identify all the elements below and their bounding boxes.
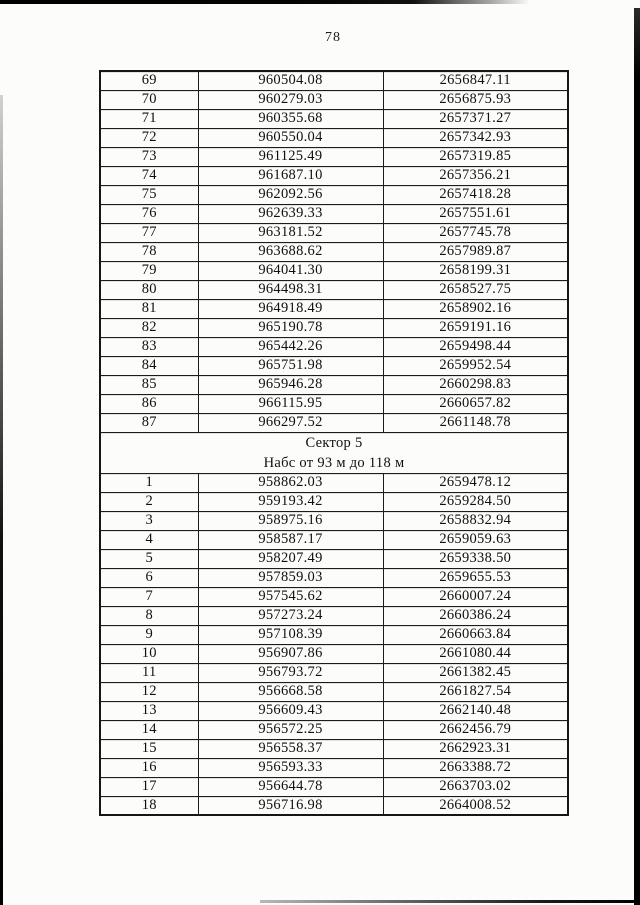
coordinates-table-body — [100, 71, 568, 815]
coordinate-x-cell: 956716.98 — [198, 796, 383, 815]
table-row — [100, 90, 568, 109]
coordinate-x-cell: 964918.49 — [198, 299, 383, 318]
coordinate-x-cell: 963181.52 — [198, 223, 383, 242]
table-row — [100, 337, 568, 356]
table-row — [100, 223, 568, 242]
table-row — [100, 109, 568, 128]
coordinate-y-cell: 2664008.52 — [383, 796, 568, 815]
coordinate-y-cell: 2663388.72 — [383, 758, 568, 777]
table-row — [100, 147, 568, 166]
coordinate-y-cell: 2658199.31 — [383, 261, 568, 280]
point-number-cell: 86 — [100, 394, 198, 413]
point-number-cell: 10 — [100, 644, 198, 663]
coordinate-x-cell: 956572.25 — [198, 720, 383, 739]
coordinate-x-cell: 965946.28 — [198, 375, 383, 394]
coordinate-x-cell: 962639.33 — [198, 204, 383, 223]
point-number-cell: 75 — [100, 185, 198, 204]
table-row — [100, 739, 568, 758]
table-row — [100, 261, 568, 280]
coordinate-y-cell: 2662140.48 — [383, 701, 568, 720]
point-number-cell: 84 — [100, 356, 198, 375]
point-number-cell: 9 — [100, 625, 198, 644]
point-number-cell: 73 — [100, 147, 198, 166]
point-number-cell: 4 — [100, 530, 198, 549]
table-row — [100, 568, 568, 587]
coordinate-y-cell: 2656875.93 — [383, 90, 568, 109]
coordinate-x-cell: 956558.37 — [198, 739, 383, 758]
table-row — [100, 492, 568, 511]
coordinate-x-cell: 960504.08 — [198, 71, 383, 90]
scan-edge-right — [634, 8, 640, 905]
table-row — [100, 625, 568, 644]
coordinate-x-cell: 963688.62 — [198, 242, 383, 261]
point-number-cell: 70 — [100, 90, 198, 109]
coordinate-y-cell: 2657356.21 — [383, 166, 568, 185]
table-row — [100, 758, 568, 777]
coordinate-y-cell: 2659478.12 — [383, 473, 568, 492]
coordinate-x-cell: 957859.03 — [198, 568, 383, 587]
coordinate-y-cell: 2656847.11 — [383, 71, 568, 90]
table-row — [100, 701, 568, 720]
table-row — [100, 663, 568, 682]
coordinate-x-cell: 960355.68 — [198, 109, 383, 128]
coordinates-table — [99, 70, 569, 816]
point-number-cell: 79 — [100, 261, 198, 280]
coordinate-y-cell: 2661827.54 — [383, 682, 568, 701]
table-row — [100, 549, 568, 568]
point-number-cell: 18 — [100, 796, 198, 815]
scan-edge-top — [0, 0, 530, 4]
coordinate-x-cell: 958862.03 — [198, 473, 383, 492]
table-row — [100, 185, 568, 204]
table-row — [100, 720, 568, 739]
coordinate-y-cell: 2657371.27 — [383, 109, 568, 128]
coordinate-x-cell: 962092.56 — [198, 185, 383, 204]
point-number-cell: 7 — [100, 587, 198, 606]
coordinate-y-cell: 2660663.84 — [383, 625, 568, 644]
table-row — [100, 644, 568, 663]
coordinate-y-cell: 2660657.82 — [383, 394, 568, 413]
point-number-cell: 77 — [100, 223, 198, 242]
point-number-cell: 78 — [100, 242, 198, 261]
coordinate-y-cell: 2661148.78 — [383, 413, 568, 432]
table-row — [100, 242, 568, 261]
point-number-cell: 14 — [100, 720, 198, 739]
coordinate-x-cell: 957545.62 — [198, 587, 383, 606]
coordinate-x-cell: 965751.98 — [198, 356, 383, 375]
coordinate-y-cell: 2662456.79 — [383, 720, 568, 739]
table-row — [100, 318, 568, 337]
coordinate-y-cell: 2660298.83 — [383, 375, 568, 394]
coordinate-y-cell: 2659338.50 — [383, 549, 568, 568]
table-row — [100, 394, 568, 413]
coordinate-x-cell: 958207.49 — [198, 549, 383, 568]
coordinate-y-cell: 2658902.16 — [383, 299, 568, 318]
point-number-cell: 82 — [100, 318, 198, 337]
point-number-cell: 87 — [100, 413, 198, 432]
point-number-cell: 6 — [100, 568, 198, 587]
point-number-cell: 2 — [100, 492, 198, 511]
point-number-cell: 11 — [100, 663, 198, 682]
coordinate-x-cell: 956609.43 — [198, 701, 383, 720]
coordinate-y-cell: 2657745.78 — [383, 223, 568, 242]
coordinate-y-cell: 2659191.16 — [383, 318, 568, 337]
table-row — [100, 682, 568, 701]
section-header-cell — [100, 432, 568, 473]
table-row — [100, 777, 568, 796]
coordinate-x-cell: 959193.42 — [198, 492, 383, 511]
coordinate-x-cell: 961125.49 — [198, 147, 383, 166]
table-row — [100, 204, 568, 223]
table-row — [100, 356, 568, 375]
point-number-cell: 81 — [100, 299, 198, 318]
section-header-line: Набс от 93 м до 118 м — [263, 454, 405, 471]
table-row — [100, 587, 568, 606]
coordinate-y-cell: 2657342.93 — [383, 128, 568, 147]
table-row — [100, 413, 568, 432]
page-number: 78 — [325, 30, 341, 45]
coordinate-y-cell: 2660386.24 — [383, 606, 568, 625]
coordinate-x-cell: 960279.03 — [198, 90, 383, 109]
table-row — [100, 280, 568, 299]
coordinate-y-cell: 2663703.02 — [383, 777, 568, 796]
coordinate-x-cell: 956668.58 — [198, 682, 383, 701]
coordinate-y-cell: 2658832.94 — [383, 511, 568, 530]
coordinate-x-cell: 956644.78 — [198, 777, 383, 796]
point-number-cell: 69 — [100, 71, 198, 90]
point-number-cell: 76 — [100, 204, 198, 223]
coordinate-x-cell: 956593.33 — [198, 758, 383, 777]
section-header-line: Сектор 5 — [305, 434, 363, 451]
point-number-cell: 83 — [100, 337, 198, 356]
point-number-cell: 12 — [100, 682, 198, 701]
coordinate-x-cell: 958975.16 — [198, 511, 383, 530]
scan-edge-left — [0, 95, 3, 905]
coordinate-y-cell: 2661080.44 — [383, 644, 568, 663]
coordinate-x-cell: 961687.10 — [198, 166, 383, 185]
table-row — [100, 166, 568, 185]
point-number-cell: 16 — [100, 758, 198, 777]
table-row — [100, 606, 568, 625]
coordinate-y-cell: 2657989.87 — [383, 242, 568, 261]
table-row — [100, 299, 568, 318]
point-number-cell: 8 — [100, 606, 198, 625]
table-row — [100, 128, 568, 147]
coordinate-x-cell: 964498.31 — [198, 280, 383, 299]
coordinate-x-cell: 966297.52 — [198, 413, 383, 432]
coordinate-y-cell: 2658527.75 — [383, 280, 568, 299]
table-row — [100, 530, 568, 549]
coordinate-x-cell: 966115.95 — [198, 394, 383, 413]
point-number-cell: 17 — [100, 777, 198, 796]
coordinate-y-cell: 2659655.53 — [383, 568, 568, 587]
coordinate-x-cell: 958587.17 — [198, 530, 383, 549]
point-number-cell: 85 — [100, 375, 198, 394]
point-number-cell: 71 — [100, 109, 198, 128]
coordinate-y-cell: 2657551.61 — [383, 204, 568, 223]
coordinate-y-cell: 2660007.24 — [383, 587, 568, 606]
table-row — [100, 375, 568, 394]
coordinate-y-cell: 2657418.28 — [383, 185, 568, 204]
coordinate-x-cell: 957273.24 — [198, 606, 383, 625]
point-number-cell: 13 — [100, 701, 198, 720]
coordinate-x-cell: 956907.86 — [198, 644, 383, 663]
coordinate-x-cell: 965442.26 — [198, 337, 383, 356]
table-row — [100, 473, 568, 492]
point-number-cell: 5 — [100, 549, 198, 568]
coordinate-x-cell: 964041.30 — [198, 261, 383, 280]
point-number-cell: 15 — [100, 739, 198, 758]
coordinate-y-cell: 2659952.54 — [383, 356, 568, 375]
coordinate-y-cell: 2657319.85 — [383, 147, 568, 166]
coordinate-x-cell: 965190.78 — [198, 318, 383, 337]
point-number-cell: 80 — [100, 280, 198, 299]
coordinate-x-cell: 957108.39 — [198, 625, 383, 644]
coordinate-y-cell: 2661382.45 — [383, 663, 568, 682]
coordinate-y-cell: 2659284.50 — [383, 492, 568, 511]
coordinate-x-cell: 956793.72 — [198, 663, 383, 682]
table-row — [100, 71, 568, 90]
point-number-cell: 1 — [100, 473, 198, 492]
coordinate-y-cell: 2662923.31 — [383, 739, 568, 758]
scan-edge-bottom — [260, 900, 640, 903]
coordinate-y-cell: 2659059.63 — [383, 530, 568, 549]
coordinate-y-cell: 2659498.44 — [383, 337, 568, 356]
table-row — [100, 796, 568, 815]
point-number-cell: 72 — [100, 128, 198, 147]
table-row — [100, 511, 568, 530]
point-number-cell: 74 — [100, 166, 198, 185]
coordinate-x-cell: 960550.04 — [198, 128, 383, 147]
section-header-row — [100, 432, 568, 473]
point-number-cell: 3 — [100, 511, 198, 530]
